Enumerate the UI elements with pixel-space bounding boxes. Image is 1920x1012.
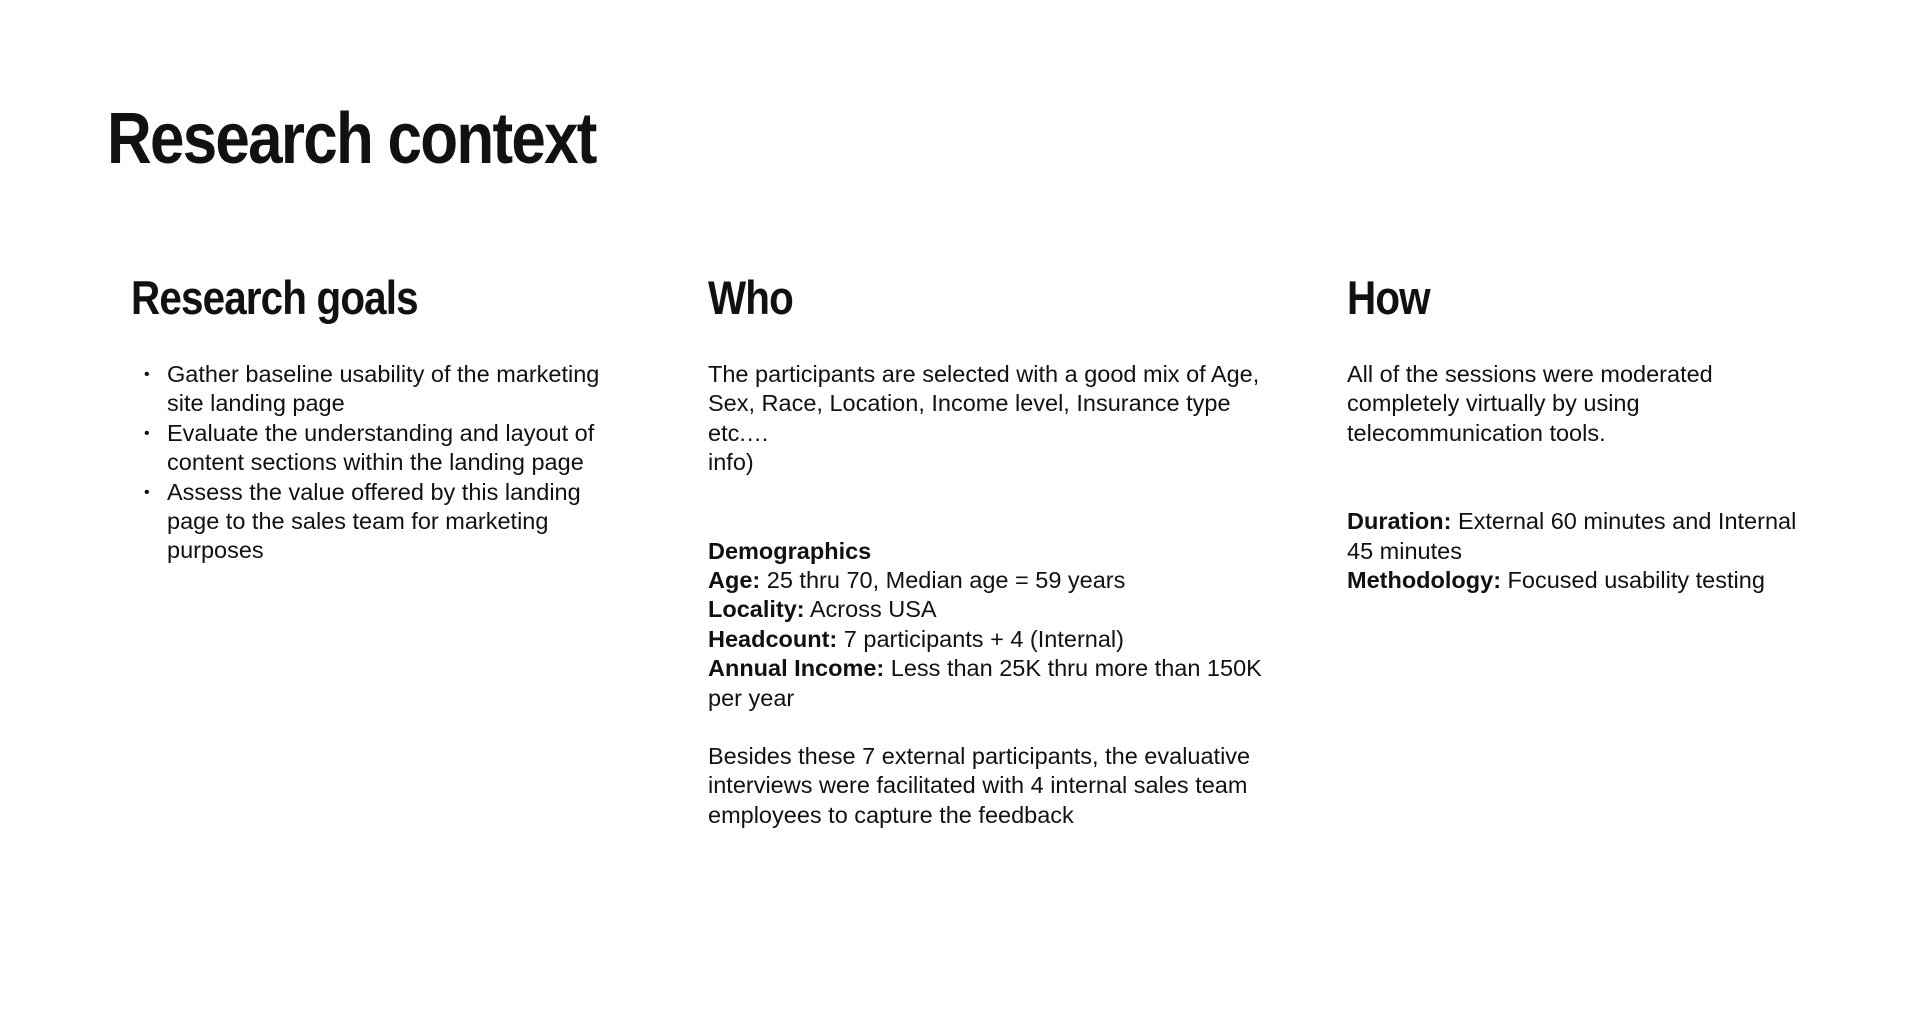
- bullet-icon: •: [144, 483, 150, 501]
- goal-text: Gather baseline usability of the marketing site landing page: [167, 361, 600, 417]
- list-item: [131, 419, 631, 478]
- methodology-value: Focused usability testing: [1501, 567, 1765, 594]
- bullet-icon: •: [144, 366, 150, 383]
- goal-text: Evaluate the understanding and layout of content sections within the landing page: [167, 419, 595, 476]
- duration-value: External 60 minutes and Internal 45 minutes: [1347, 508, 1797, 564]
- demographics-title: Demographics: [708, 537, 872, 564]
- demographics-age: [708, 566, 1288, 595]
- how-intro: All of the sessions were moderated completely virtually by using telecommunication tools.: [1347, 361, 1713, 446]
- income-label: Annual Income:: [708, 655, 885, 682]
- who-intro-info: info): [708, 449, 754, 476]
- how-section: [1347, 270, 1807, 595]
- bullet-icon: •: [144, 424, 150, 442]
- locality-value: Across USA: [804, 596, 937, 623]
- duration-label: Duration:: [1347, 508, 1452, 535]
- methodology-label: Methodology:: [1347, 567, 1502, 594]
- income-value: Less than 25K thru more than 150K per year: [708, 655, 1262, 711]
- research-goals-section: [131, 270, 631, 566]
- age-value: 25 thru 70, Median age = 59 years: [760, 567, 1126, 594]
- headcount-label: Headcount:: [708, 625, 838, 652]
- goal-text: Assess the value offered by this landing page to the sales team for marketing purposes: [167, 478, 581, 564]
- how-duration: [1347, 507, 1807, 566]
- locality-label: Locality:: [708, 596, 805, 623]
- demographics-income: [708, 654, 1288, 713]
- page-title: Research context: [107, 99, 596, 179]
- research-goals-list: [131, 360, 631, 566]
- demographics-headcount: [708, 625, 1288, 654]
- who-closing: Besides these 7 external participants, the evaluative interviews were facilitated with 4 internal sales team employees to capture the feedback: [708, 743, 1251, 828]
- how-heading: How: [1347, 271, 1430, 324]
- who-intro: The participants are selected with a good mix of Age, Sex, Race, Location, Income level, Insurance type etc.…: [708, 361, 1260, 446]
- headcount-value: 7 participants + 4 (Internal): [837, 625, 1124, 652]
- list-item: [131, 360, 631, 419]
- how-methodology: [1347, 566, 1807, 595]
- age-label: Age:: [708, 567, 761, 594]
- who-heading: Who: [708, 271, 793, 324]
- research-goals-heading: Research goals: [131, 271, 418, 324]
- list-item: [131, 478, 631, 566]
- who-section: [708, 270, 1288, 830]
- demographics-locality: [708, 595, 1288, 624]
